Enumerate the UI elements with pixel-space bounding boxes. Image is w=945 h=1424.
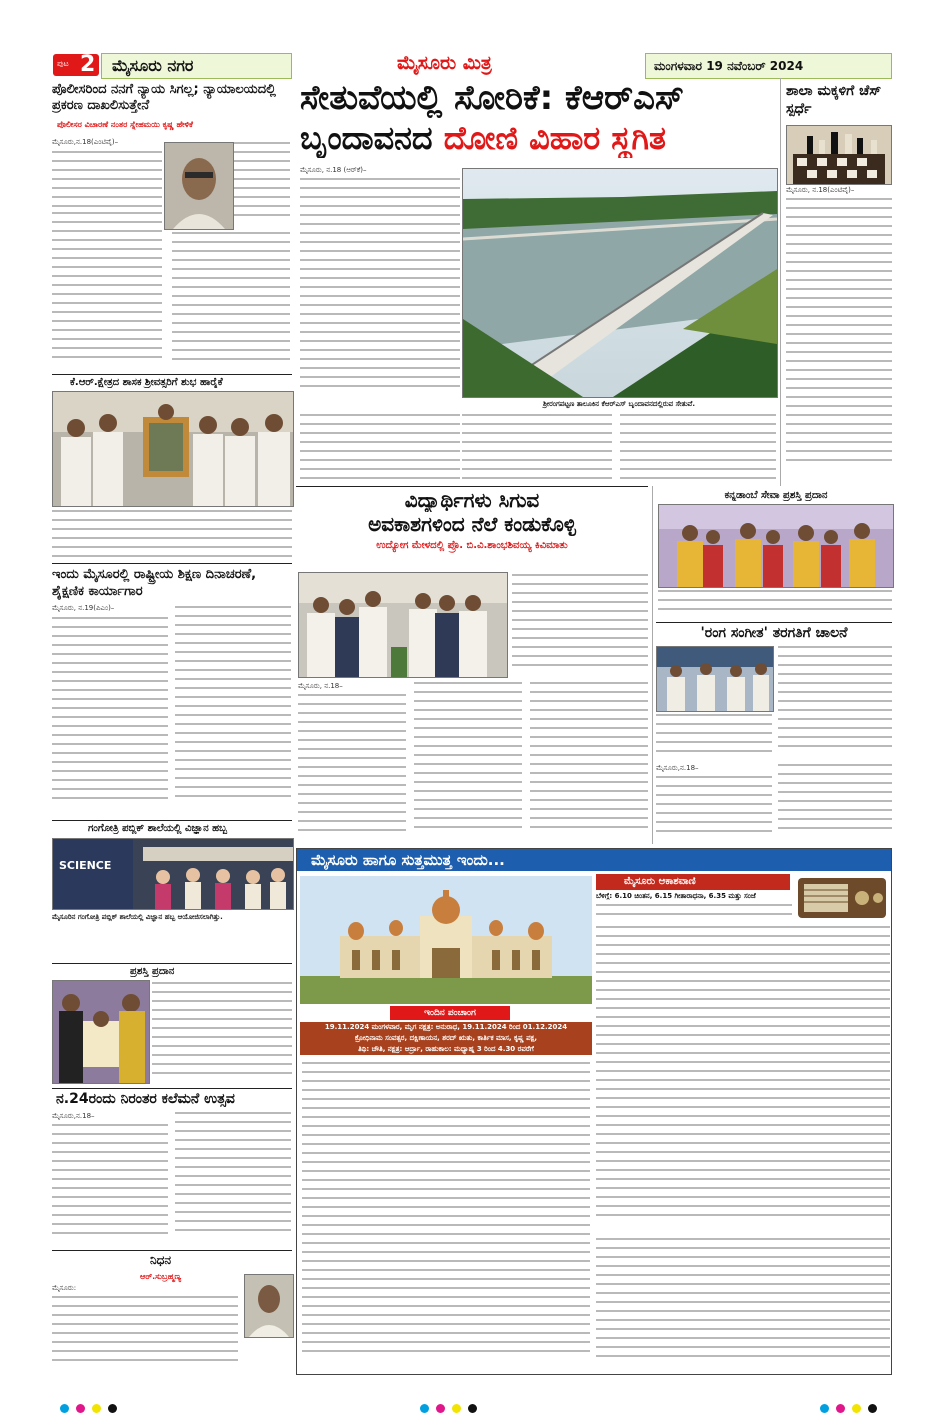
radio-schedule-a (596, 904, 792, 924)
lead-body-a (300, 178, 460, 404)
felicitation-photo (52, 391, 294, 507)
chess-photo (786, 125, 892, 185)
students-intro-lines (512, 574, 648, 676)
section-title: ಮೈಸೂರು ನಗರ (112, 56, 194, 75)
radio-title: ಮೈಸೂರು ಆಕಾಶವಾಣಿ (624, 876, 696, 887)
science-photo (52, 838, 294, 910)
chess-dateline: ಮೈಸೂರು, ನ.18(ಎಂಟಿವೈ)– (786, 186, 855, 194)
festival-body-a (52, 1124, 168, 1246)
ranga-photo (656, 646, 774, 712)
today-banner-text: ಮೈಸೂರು ಹಾಗೂ ಸುತ್ತಮುತ್ತ ಇಂದು... (311, 851, 505, 869)
panchanga-line3: ತಿಥಿ: ಚೌತಿ, ನಕ್ಷತ್ರ: ಆರ್ದ್ರಾ, ರಾಹುಕಾಲ: ಮಧ್ಯಾಹ್ನ 3 ರಿಂದ 4.30 ರವರೆಗೆ (300, 1044, 592, 1055)
chess-body (786, 198, 892, 480)
page-number-badge (53, 54, 99, 76)
felicitation-caption-lines (52, 510, 292, 562)
ranga-body-b (778, 764, 892, 842)
radio-title-bar (596, 874, 790, 890)
today-banner (297, 849, 891, 871)
lead-body-b (300, 414, 460, 482)
science-headline: ಗಂಗೋತ್ರಿ ಪಬ್ಲಿಕ್ ಶಾಲೆಯಲ್ಲಿ ವಿಜ್ಞಾನ ಹಬ್ಬ (88, 823, 227, 834)
lead-headline-red: ದೋಣಿ ವಿಹಾರ ಸ್ಥಗಿತ (443, 119, 666, 157)
students-body-c (530, 682, 648, 844)
palace-photo (300, 876, 592, 1004)
lead-headline-line1: ಸೇತುವೆಯಲ್ಲಿ ಸೋರಿಕೆ: ಕೆಆರ್‌ಎಸ್ (300, 78, 685, 118)
left-top-body-b (234, 142, 290, 228)
kannada-award-caption-lines (658, 590, 892, 620)
radio-set-icon (794, 874, 890, 920)
page-label: ಪುಟ (57, 59, 69, 68)
education-headline: ಇಂದು ಮೈಸೂರಲ್ಲಿ ರಾಷ್ಟ್ರೀಯ ಶಿಕ್ಷಣ ದಿನಾಚರಣೆ, ಶೈಕ್ಷಣಿಕ ಕಾರ್ಯಾಗಾರ (52, 567, 257, 599)
panchanga-line2: ಕ್ರೋಧಿನಾಮ ಸಂವತ್ಸರ, ದಕ್ಷಿಣಾಯನ, ಶರದ್ ಋತು, ಕಾರ್ತಿಕ ಮಾಸ, ಕೃಷ್ಣ ಪಕ್ಷ, (300, 1033, 592, 1044)
lead-dateline: ಮೈಸೂರು, ನ.18 (ಆರ್‌ಕೆ)– (300, 166, 367, 174)
left-top-headline: ಪೊಲೀಸರಿಂದ ನನಗೆ ನ್ಯಾಯ ಸಿಗಲ್ಲ; ನ್ಯಾಯಾಲಯದಲ್ಲಿ ಪ್ರಕರಣ ದಾಖಲಿಸುತ್ತೇನೆ (52, 82, 276, 113)
left-top-body-c (52, 212, 162, 372)
education-body-b (175, 606, 291, 812)
lead-body-c (462, 414, 612, 482)
felicitation-headline: ಕೆ.ಆರ್.ಕ್ಷೇತ್ರದ ಶಾಸಕ ಶ್ರೀವತ್ಸರಿಗೆ ಶುಭ ಹಾರೈಕೆ (70, 377, 223, 388)
science-caption: ಮೈಸೂರಿನ ಗಂಗೋತ್ರಿ ಪಬ್ಲಿಕ್ ಶಾಲೆಯಲ್ಲಿ ವಿಜ್ಞಾನ ಹಬ್ಬ ಆಯೋಜಿಸಲಾಗಿತ್ತು. (52, 913, 223, 921)
lead-headline-line2 (300, 118, 782, 158)
lead-body-d (620, 414, 776, 482)
ranga-caption-lines (656, 714, 772, 760)
award-headline: ಪ್ರಶಸ್ತಿ ಪ್ರದಾನ (130, 966, 175, 977)
obituary-dateline: ಮೈಸೂರು: (52, 1284, 77, 1292)
left-top-subhead: ಪೊಲೀಸರ ವಿಚಾರಣೆ ನಂತರ ಸ್ನೇಹಮಯಿ ಕೃಷ್ಣ ಹೇಳಿಕೆ (57, 120, 193, 129)
students-body-b (414, 682, 522, 844)
section-header (101, 53, 292, 79)
left-top-body-d (172, 232, 290, 372)
obituary-portrait-photo (244, 1274, 294, 1338)
events-list (302, 1062, 590, 1370)
education-body-a (52, 617, 168, 813)
obituary-section-title: ನಿಧನ (150, 1253, 172, 1267)
students-dateline: ಮೈಸೂರು, ನ.18– (298, 682, 343, 690)
ranga-body-right (778, 646, 892, 760)
panchanga-line1: 19.11.2024 ಮಂಗಳವಾರ, ಮೃಗ ನಕ್ಷತ್ರ: ಅನುರಾಧ, 19.11.2024 ರಿಂದ 01.12.2024 (300, 1022, 592, 1033)
events-list-right (596, 1238, 890, 1370)
students-headline-line2: ಅವಕಾಶಗಳಿಂದ ನೆಲೆ ಕಂಡುಕೊಳ್ಳಿ (368, 512, 576, 536)
ranga-body-a (656, 776, 772, 842)
kannada-award-headline: ಕನ್ನಡಾಂಬೆ ಸೇವಾ ಪ್ರಶಸ್ತಿ ಪ್ರದಾನ (724, 490, 828, 501)
obituary-name: ಆರ್.ಸುಬ್ರಹ್ಮಣ್ಯ (140, 1272, 182, 1281)
radio-schedule (596, 926, 890, 1234)
kannada-award-photo (658, 504, 894, 588)
award-photo (52, 980, 150, 1084)
date-header (645, 53, 892, 79)
issue-date: ಮಂಗಳವಾರ 19 ನವೆಂಬರ್ 2024 (654, 59, 804, 73)
dam-bridge-caption: ಶ್ರೀರಂಗಪಟ್ಟಣ ತಾಲೂಕಿನ ಕೆಆರ್‌ಎಸ್ ಬೃಂದಾವನದಲ್ಲಿರುವ ಸೇತುವೆ. (543, 400, 695, 408)
left-top-body-a (52, 151, 162, 211)
panchanga-title: ಇಂದಿನ ಪಂಚಾಂಗ (390, 1006, 510, 1020)
students-subhead: ಉದ್ಯೋಗ ಮೇಳದಲ್ಲಿ ಪ್ರೊ. ಬಿ.ವಿ.ಶಾಂಭಶಿವಯ್ಯ ಕಿವಿಮಾತು (376, 540, 568, 551)
lead-headline-black: ಬೃಂದಾವನದ (300, 119, 433, 157)
obituary-body (52, 1296, 238, 1368)
page-number: 2 (80, 52, 96, 77)
students-headline-line1: ವಿದ್ಯಾರ್ಥಿಗಳು ಸಿಗುವ (404, 488, 540, 512)
left-top-dateline: ಮೈಸೂರು,ನ.18(ಎಂಟಿವೈ)– (52, 138, 119, 146)
ranga-dateline: ಮೈಸೂರು,ನ.18– (656, 764, 699, 772)
radio-first-line: ಬೆಳಿಗ್ಗೆ: 6.10 ಚಿಂತನ, 6.15 ಗೀತಾರಾಧನಾ, 6.35 ಮತ್ತು ಸಂಜೆ (596, 892, 756, 900)
students-body-a (298, 694, 406, 844)
award-body (152, 982, 292, 1082)
left-top-portrait-photo (164, 142, 234, 230)
job-fair-photo (298, 572, 508, 678)
svg-text:SCIENCE: SCIENCE (59, 859, 112, 872)
education-dateline: ಮೈಸೂರು, ನ.19(ಪಿಎಂ)– (52, 604, 115, 612)
chess-headline: ಶಾಲಾ ಮಕ್ಕಳಿಗೆ ಚೆಸ್ ಸ್ಪರ್ಧೆ (786, 83, 882, 117)
festival-body-b (175, 1112, 291, 1246)
dam-bridge-photo (462, 168, 778, 398)
ranga-headline: 'ರಂಗ ಸಂಗೀತ' ತರಗತಿಗೆ ಚಾಲನೆ (700, 625, 848, 641)
festival-headline: ನ.24ರಂದು ನಿರಂತರ ಕಲೆಮನೆ ಉತ್ಸವ (56, 1091, 235, 1107)
festival-dateline: ಮೈಸೂರು,ನ.18– (52, 1112, 95, 1120)
paper-name: ಮೈಸೂರು ಮಿತ್ರ (397, 52, 492, 74)
